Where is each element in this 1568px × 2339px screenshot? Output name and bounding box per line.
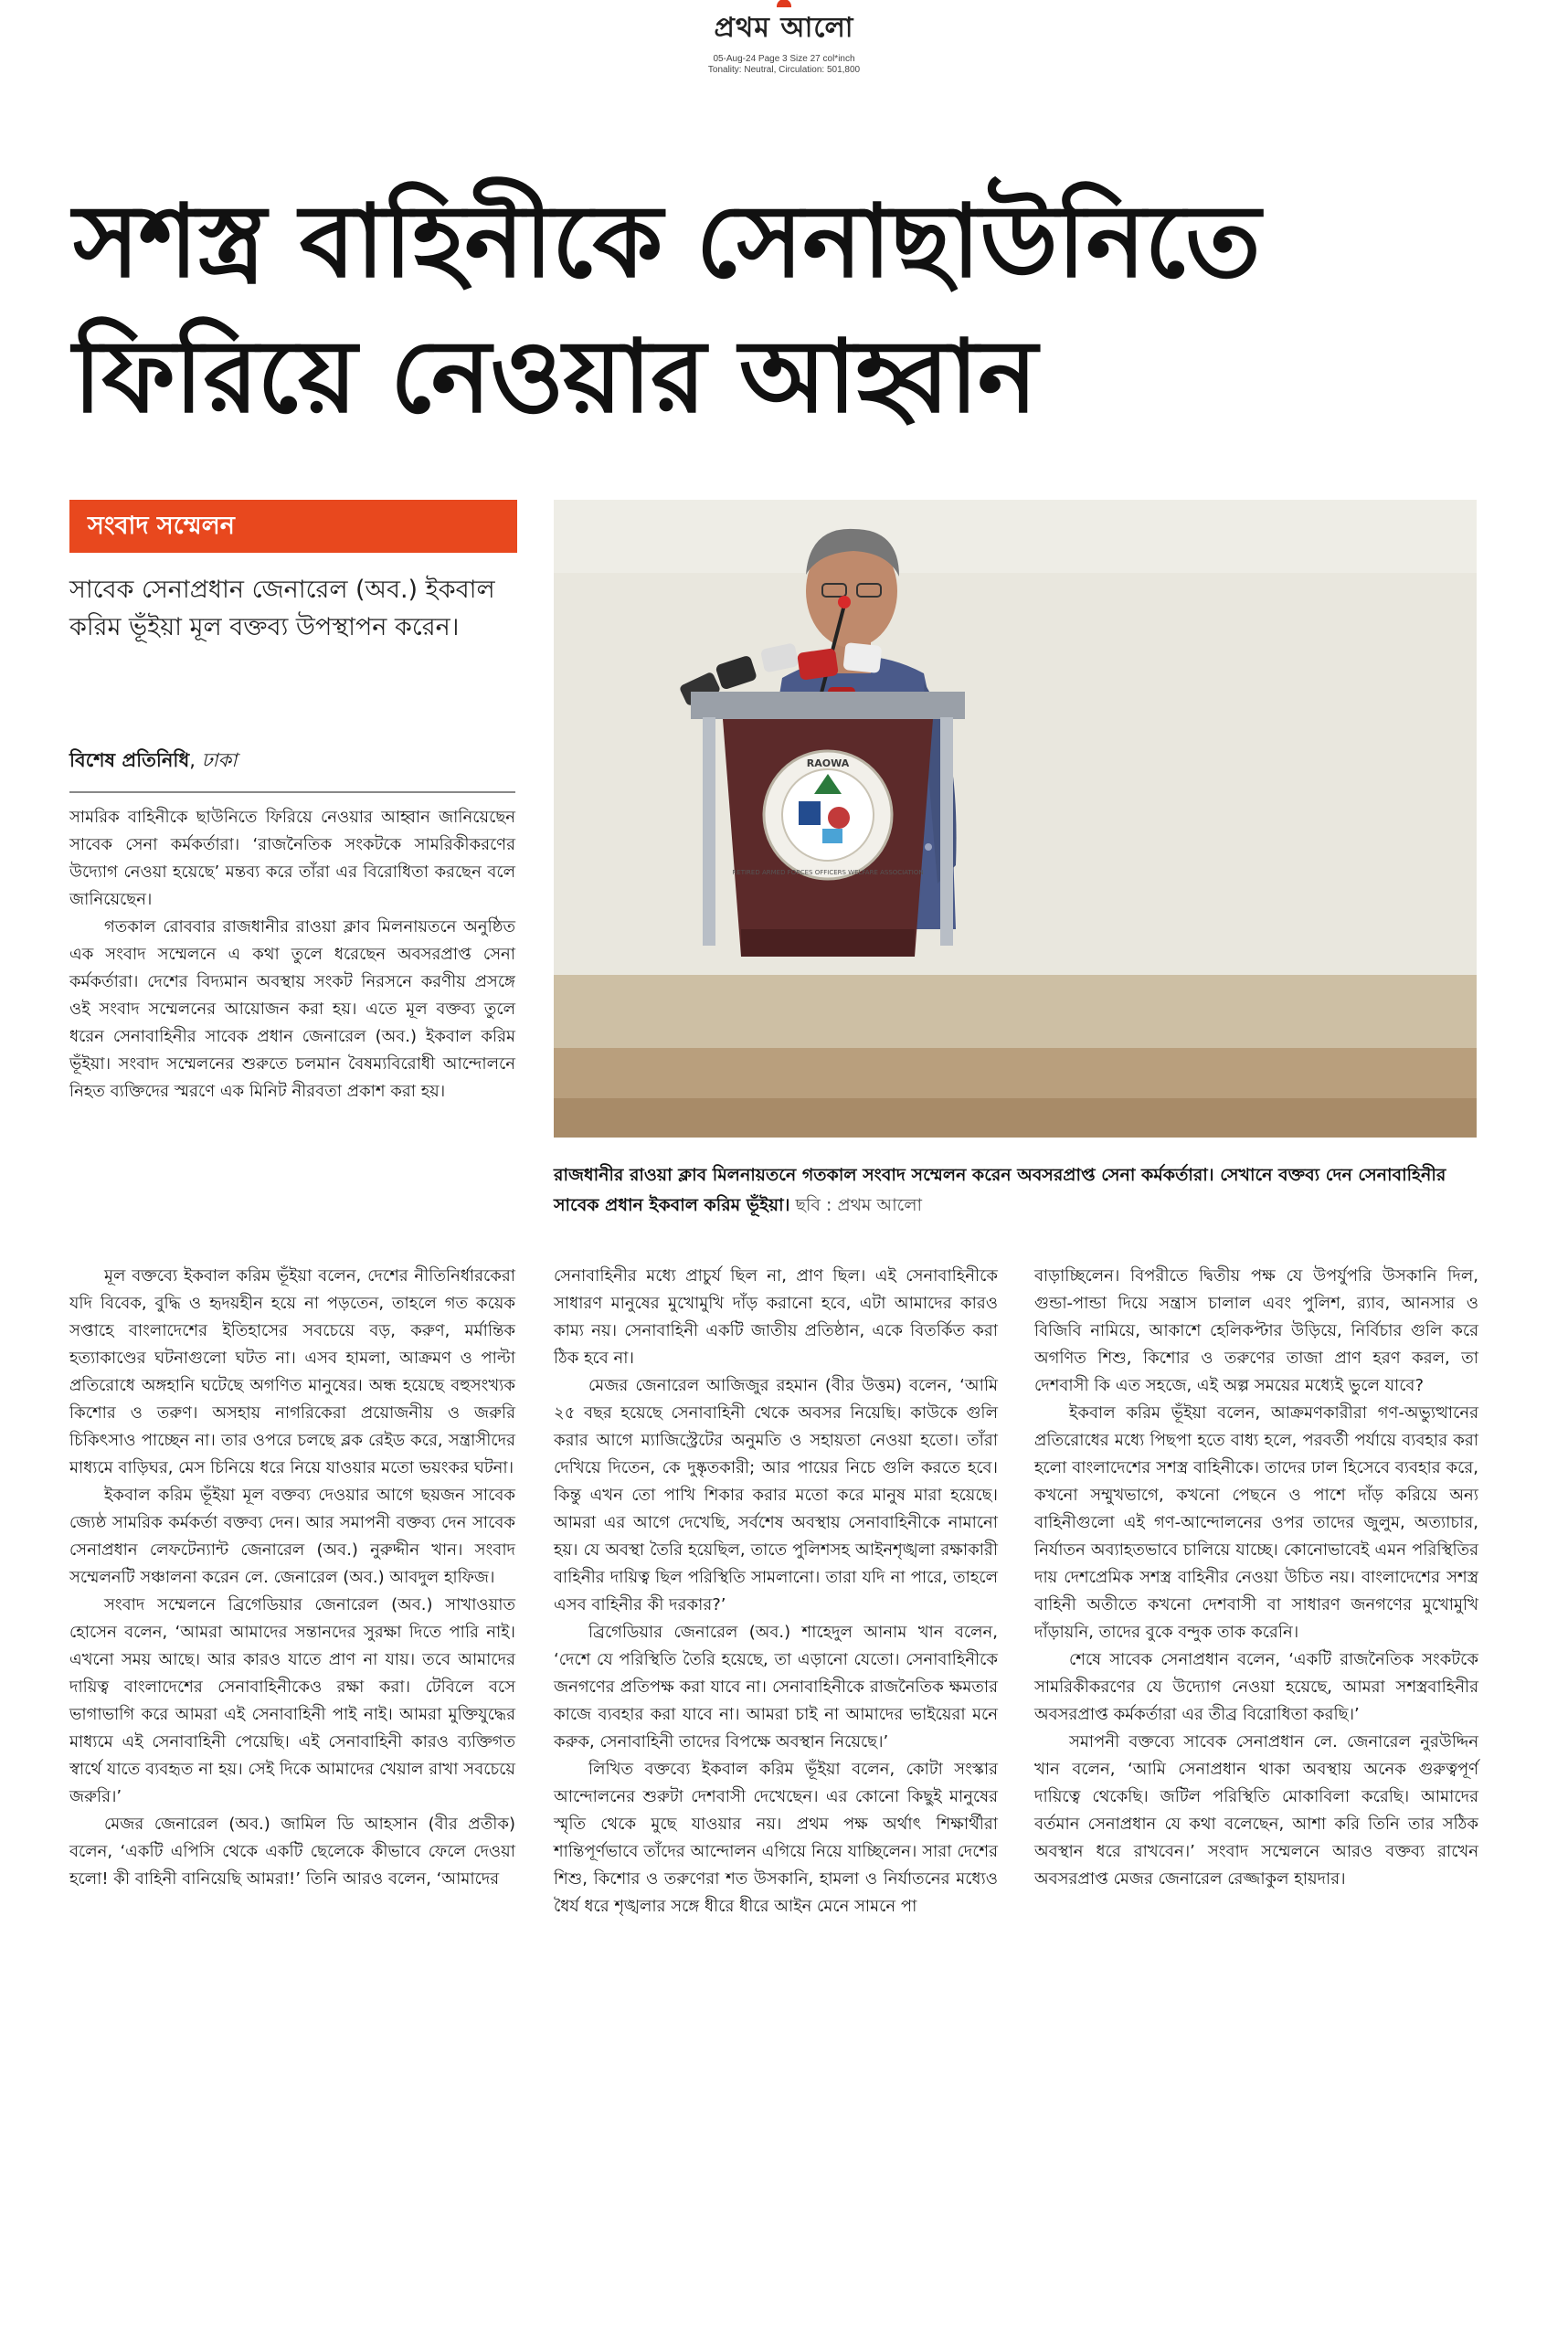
clipping-meta	[0, 54, 1568, 76]
paragraph: মেজর জেনারেল আজিজুর রহমান (বীর উত্তম) বলেন, ‘আমি ২৫ বছর হয়েছে সেনাবাহিনী থেকে অবসর নিয়েছি। কাউকে গুলি করার আগে ম্যাজিস্ট্রেটের অনুমতি ও সহায়তা নেওয়া হতো। তাঁরা দেখিয়ে দিতেন, কে দুষ্কৃতকারী; আর পায়ের নিচে গুলি করতে হবে। কিন্তু এখন তো পাখি শিকার করার মতো করে মানুষ মারা হয়েছে। আমরা এর আগে দেখেছি, সর্বশেষ অবস্থায় সেনাবাহিনীকে নামানো হয়। যে অবস্থা তৈরি হয়েছিল, তাতে পুলিশসহ আইনশৃঙ্খলা রক্ষাকারী বাহিনীর দায়িত্ব ছিল পরিস্থিতি সামলানো। তারা যদি না পারে, তাহলে এসব বাহিনীর কী দরকার?’	[554, 1376, 998, 1614]
section-kicker: সংবাদ সম্মেলন	[69, 500, 517, 553]
sun-icon	[777, 0, 791, 7]
photo-credit: ছবি : প্রথম আলো	[795, 1195, 922, 1215]
paragraph: গতকাল রোববার রাজধানীর রাওয়া ক্লাব মিলনায়তনে অনুষ্ঠিত এক সংবাদ সম্মেলনে এ কথা তুলে ধরেছেন অবসরপ্রাপ্ত সেনা কর্মকর্তারা। দেশের বিদ্যমান অবস্থায় সংকট নিরসনে করণীয় প্রসঙ্গে ওই সংবাদ সম্মেলনের আয়োজন করা হয়। এতে মূল বক্তব্য তুলে ধরেন সেনাবাহিনীর সাবেক প্রধান জেনারেল (অব.) ইকবাল করিম ভূঁইয়া। সংবাদ সম্মেলনের শুরুতে চলমান বৈষম্যবিরোধী আন্দোলনে নিহত ব্যক্তিদের স্মরণে এক মিনিট নীরবতা প্রকাশ করা হয়।	[69, 917, 515, 1101]
headline-line-2: ফিরিয়ে নেওয়ার আহ্বান	[73, 318, 1037, 435]
paragraph: সেনাবাহিনীর মধ্যে প্রাচুর্য ছিল না, প্রাণ ছিল। এই সেনাবাহিনীকে সাধারণ মানুষের মুখোমুখি দাঁড় করানো হবে, এটা আমাদের কারও কাম্য নয়। সেনাবাহিনী একটি জাতীয় প্রতিষ্ঠান, একে বিতর্কিত করা ঠিক হবে না।	[554, 1266, 998, 1368]
paragraph: ব্রিগেডিয়ার জেনারেল (অব.) শাহেদুল আনাম খান বলেন, ‘দেশে যে পরিস্থিতি তৈরি হয়েছে, তা এড়ানো যেতো। সেনাবাহিনীকে জনগণের প্রতিপক্ষ করা যাবে না। সেনাবাহিনীকে রাজনৈতিক ক্ষমতার কাজে ব্যবহার করা যাবে না। আমরা চাই না আমাদের ভাইয়েরা মনে করুক, সেনাবাহিনী তাদের বিপক্ষে অবস্থান নিয়েছে।’	[554, 1623, 998, 1752]
article-column-3	[1034, 1263, 1478, 1893]
paragraph: সংবাদ সম্মেলনে ব্রিগেডিয়ার জেনারেল (অব.) সাখাওয়াত হোসেন বলেন, ‘আমরা আমাদের সন্তানদের সুরক্ষা দিতে পারি নাই। এখনো সময় আছে। আর কারও যাতে প্রাণ না যায়। তবে আমাদের দায়িত্ব বাংলাদেশের সেনাবাহিনীকেও রক্ষা করা। টেবিলে বসে ভাগাভাগি করে আমরা এই সেনাবাহিনী পাই নাই। আমরা মুক্তিযুদ্ধের মাধ্যমে এই সেনাবাহিনী পেয়েছি। এই সেনাবাহিনী কারও ব্যক্তিগত স্বার্থে যাতে ব্যবহৃত না হয়। সেই দিকে আমাদের খেয়াল রাখা সবচেয়ে জরুরি।’	[69, 1595, 515, 1806]
paragraph: মূল বক্তব্যে ইকবাল করিম ভূঁইয়া বলেন, দেশের নীতিনির্ধারকেরা যদি বিবেক, বুদ্ধি ও হৃদয়হীন হয়ে না পড়তেন, তাহলে গত কয়েক সপ্তাহে বাংলাদেশের ইতিহাসের সবচেয়ে বড়, করুণ, মর্মান্তিক হত্যাকাণ্ডের ঘটনাগুলো ঘটত না। এসব হামলা, আক্রমণ ও পাল্টা প্রতিরোধে অঙ্গহানি ঘটেছে অগণিত মানুষের। অন্ধ হয়েছে বহুসংখ্যক কিশোর ও তরুণ। অসহায় নাগরিকেরা প্রয়োজনীয় ও জরুরি চিকিৎসাও পাচ্ছেন না। তার ওপরে চলছে ব্লক রেইড করে, সন্ত্রাসীদের মাধ্যমে বাড়িঘর, মেস চিনিয়ে ধরে নিয়ে যাওয়ার মতো ভয়ংকর ঘটনা।	[69, 1266, 515, 1477]
paragraph: ইকবাল করিম ভূঁইয়া বলেন, আক্রমণকারীরা গণ-অভ্যুত্থানের প্রতিরোধের মধ্যে পিছপা হতে বাধ্য হলে, পরবর্তী পর্যায়ে ব্যবহার করা হলো বাংলাদেশের সশস্ত্র বাহিনীকে। তাদের ঢাল হিসেবে ব্যবহার করে, কখনো সম্মুখভাগে, কখনো পেছনে ও পাশে দাঁড় করিয়ে অন্য বাহিনীগুলো এই গণ-আন্দোলনের ওপর তাদের জুলুম, অত্যাচার, নির্যাতন অব্যাহতভাবে চালিয়ে যাচ্ছে। কোনোভাবেই এমন পরিস্থিতির দায় দেশপ্রেমিক সশস্ত্র বাহিনীর নেওয়া উচিত নয়। বাংলাদেশের সশস্ত্র বাহিনী অতীতে কখনো দেশবাসী বা সাধারণ জনগণের মুখোমুখি দাঁড়ায়নি, তাদের বুকে বন্দুক তাক করেনি।	[1034, 1403, 1478, 1642]
paragraph: শেষে সাবেক সেনাপ্রধান বলেন, ‘একটি রাজনৈতিক সংকটকে সামরিকীকরণের যে উদ্যোগ নেওয়া হয়েছে, আমরা সশস্ত্রবাহিনীর অবসরপ্রাপ্ত কর্মকর্তারা এর তীব্র বিরোধিতা করছি।’	[1034, 1650, 1478, 1724]
byline-place: ঢাকা	[201, 749, 238, 771]
press-conference-illustration	[554, 500, 1477, 1138]
podium-emblem-text: RAOWA	[806, 757, 850, 769]
headline-line-1: সশস্ত্র বাহিনীকে সেনাছাউনিতে	[73, 183, 1260, 300]
article-column-1	[69, 1263, 515, 1893]
paragraph: লিখিত বক্তব্যে ইকবাল করিম ভূঁইয়া বলেন, কোটা সংস্কার আন্দোলনের শুরুটা দেশবাসী দেখেছেন। এর কোনো কিছুই মানুষের স্মৃতি থেকে মুছে যাওয়ার নয়। প্রথম পক্ষ অর্থাৎ শিক্ষার্থীরা শান্তিপূর্ণভাবে তাঁদের আন্দোলন এগিয়ে নিয়ে যাচ্ছিলেন। সারা দেশের শিশু, কিশোর ও তরুণেরা শত উসকানি, হামলা ও নির্যাতনের মধ্যেও ধৈর্য ধরে শৃঙ্খলার সঙ্গে ধীরে ধীরে আইন মেনে সামনে পা	[554, 1760, 998, 1916]
paragraph: মেজর জেনারেল (অব.) জামিল ডি আহসান (বীর প্রতীক) বলেন, ‘একটি এপিসি থেকে একটি ছেলেকে কীভাবে ফেলে দেওয়া হলো! কী বাহিনী বানিয়েছি আমরা!’ তিনি আরও বলেন, ‘আমাদের	[69, 1815, 515, 1889]
photo-caption	[554, 1160, 1477, 1221]
byline: বিশেষ প্রতিনিধি, ঢাকা	[69, 749, 238, 771]
logo-text: প্রথম আলো	[714, 12, 854, 44]
paragraph: ইকবাল করিম ভূঁইয়া মূল বক্তব্য দেওয়ার আগে ছয়জন সাবেক জ্যেষ্ঠ সামরিক কর্মকর্তা বক্তব্য দেন। আর সমাপনী বক্তব্য দেন সাবেক সেনাপ্রধান লেফটেন্যান্ট জেনারেল (অব.) নুরুদ্দীন খান। সংবাদ সম্মেলনটি সঞ্চালনা করেন লে. জেনারেল (অব.) আবদুল হাফিজ।	[69, 1486, 515, 1587]
news-photo	[554, 500, 1477, 1138]
byline-name: বিশেষ প্রতিনিধি	[69, 749, 190, 771]
podium-ring-text: RETIRED ARMED FORCES OFFICERS WELFARE ASSOCIATION	[732, 869, 924, 876]
paragraph: সমাপনী বক্তব্যে সাবেক সেনাপ্রধান লে. জেনারেল নুরউদ্দিন খান বলেন, ‘আমি সেনাপ্রধান থাকা অবস্থায় অনেক গুরুত্বপূর্ণ দায়িত্বে থেকেছি। জটিল পরিস্থিতি মোকাবিলা করেছি। আমাদের বর্তমান সেনাপ্রধান যে কথা বলেছেন, আশা করি তিনি তার সঠিক অবস্থান ধরে রাখবেন।’ সংবাদ সম্মেলনে আরও বক্তব্য রাখেন অবসরপ্রাপ্ত মেজর জেনারেল রেজ্জাকুল হায়দার।	[1034, 1732, 1478, 1889]
meta-line-1: 05-Aug-24 Page 3 Size 27 col*inch	[713, 54, 855, 64]
paragraph: বাড়াচ্ছিলেন। বিপরীতে দ্বিতীয় পক্ষ যে উপর্যুপরি উসকানি দিল, গুন্ডা-পান্ডা দিয়ে সন্ত্রাস চালাল এবং পুলিশ, র‍্যাব, আনসার ও বিজিবি নামিয়ে, আকাশে হেলিকপ্টার উড়িয়ে, নির্বিচার গুলি করে অগণিত শিশু, কিশোর ও তরুণের তাজা প্রাণ হরণ করল, তা দেশবাসী কি এত সহজে, এই অল্প সময়ের মধ্যেই ভুলে যাবে?	[1034, 1266, 1478, 1395]
byline-divider	[69, 791, 515, 793]
paragraph: সামরিক বাহিনীকে ছাউনিতে ফিরিয়ে নেওয়ার আহ্বান জানিয়েছেন সাবেক সেনা কর্মকর্তারা। ‘রাজনৈতিক সংকটকে সামরিকীকরণের উদ্যোগ নেওয়া হয়েছে’ মন্তব্য করে তাঁরা এর বিরোধিতা করছেন বলে জানিয়েছেন।	[69, 808, 515, 909]
article-column-1-top	[69, 804, 515, 1106]
meta-line-2: Tonality: Neutral, Circulation: 501,800	[707, 65, 861, 75]
masthead	[0, 5, 1568, 76]
subheadline: সাবেক সেনাপ্রধান জেনারেল (অব.) ইকবাল করিম ভূঁইয়া মূল বক্তব্য উপস্থাপন করেন।	[69, 576, 495, 641]
caption-text: রাজধানীর রাওয়া ক্লাব মিলনায়তনে গতকাল সংবাদ সম্মেলন করেন অবসরপ্রাপ্ত সেনা কর্মকর্তারা। সেখানে বক্তব্য দেন সেনাবাহিনীর সাবেক প্রধান ইকবাল করিম ভূঁইয়া।	[554, 1165, 1446, 1215]
headline	[73, 174, 1499, 444]
article-column-2	[554, 1263, 998, 1921]
newspaper-logo	[708, 5, 859, 52]
